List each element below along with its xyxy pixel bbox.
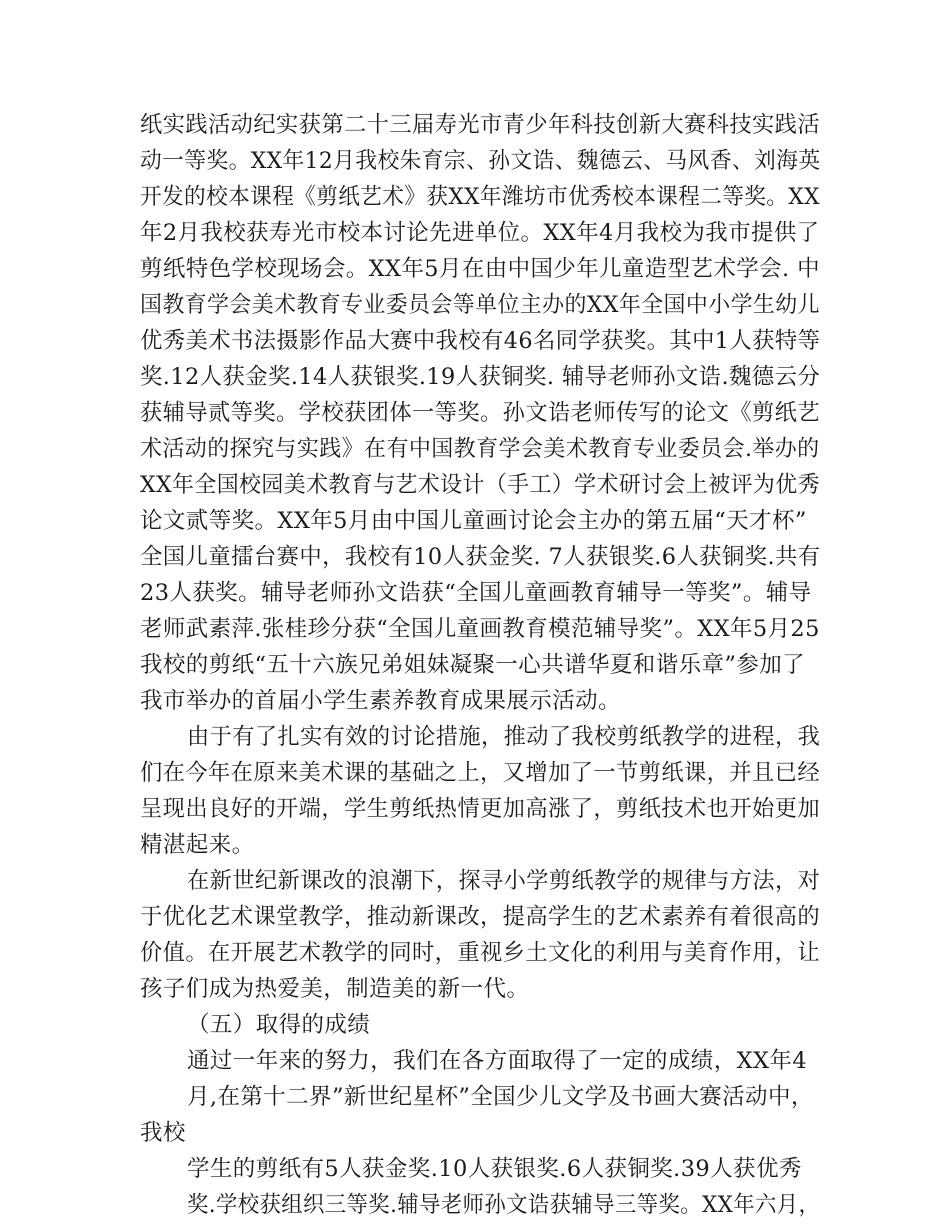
text-line: 全国儿童擂台赛中，我校有10人获金奖. 7人获银奖.6人获铜奖.共有 bbox=[140, 544, 821, 570]
text-line: 动一等奖。XX年12月我校朱育宗、孙文诰、魏德云、马风香、刘海英 bbox=[140, 148, 821, 174]
text-line: 23人获奖。辅导老师孙文诰获“全国儿童画教育辅导一等奖”。辅导 bbox=[140, 580, 812, 606]
text-line: 我校 bbox=[140, 1120, 186, 1146]
text-line: 在新世纪新课改的浪潮下，探寻小学剪纸教学的规律与方法，对 bbox=[187, 868, 821, 894]
text-line: 通过一年来的努力，我们在各方面取得了一定的成绩，XX年4 bbox=[187, 1048, 808, 1074]
text-line: 奖.12人获金奖.14人获银奖.19人获铜奖. 辅导老师孙文诰.魏德云分 bbox=[140, 364, 821, 390]
text-line: 优秀美术书法摄影作品大赛中我校有46名同学获奖。其中1人获特等 bbox=[140, 328, 821, 354]
text-line: 呈现出良好的开端，学生剪纸热情更加高涨了，剪纸技术也开始更加 bbox=[140, 796, 821, 822]
text-line: 国教育学会美术教育专业委员会等单位主办的XX年全国中小学生幼儿 bbox=[140, 292, 820, 318]
text-line: 奖.学校获组织三等奖.辅导老师孙文诰获辅导三等奖。XX年六月， bbox=[187, 1192, 821, 1218]
text-line: 获辅导贰等奖。学校获团体一等奖。孙文诰老师传写的论文《剪纸艺 bbox=[140, 400, 821, 426]
text-line: 孩子们成为热爱美，制造美的新一代。 bbox=[140, 976, 530, 1002]
text-line: 论文贰等奖。XX年5月由中国儿童画讨论会主办的第五届“天才杯” bbox=[140, 508, 807, 534]
text-line: 我校的剪纸“五十六族兄弟姐妹凝聚一心共谱华夏和谐乐章”参加了 bbox=[140, 652, 806, 678]
text-line: 术活动的探究与实践》在有中国教育学会美术教育专业委员会.举办的 bbox=[140, 436, 820, 462]
text-line: 纸实践活动纪实获第二十三届寿光市青少年科技创新大赛科技实践活 bbox=[140, 112, 821, 138]
text-line: 于优化艺术课堂教学，推动新课改，提高学生的艺术素养有着很高的 bbox=[140, 904, 821, 930]
section-heading: （五）取得的成绩 bbox=[187, 1012, 371, 1038]
text-line: 月,在第十二界”新世纪星杯”全国少儿文学及书画大赛活动中， bbox=[187, 1084, 814, 1110]
text-line: 由于有了扎实有效的讨论措施，推动了我校剪纸教学的进程，我 bbox=[187, 724, 821, 750]
text-line: 剪纸特色学校现场会。XX年5月在由中国少年儿童造型艺术学会. 中 bbox=[140, 256, 820, 282]
text-line: 学生的剪纸有5人获金奖.10人获银奖.6人获铜奖.39人获优秀 bbox=[187, 1156, 802, 1182]
text-line: 开发的校本课程《剪纸艺术》获XX年潍坊市优秀校本课程二等奖。XX bbox=[140, 184, 820, 210]
text-line: 价值。在开展艺术教学的同时，重视乡土文化的利用与美育作用，让 bbox=[140, 940, 821, 966]
text-line: 年2月我校获寿光市校本讨论先进单位。XX年4月我校为我市提供了 bbox=[140, 220, 820, 246]
text-line: 们在今年在原来美术课的基础之上，又增加了一节剪纸课，并且已经 bbox=[140, 760, 821, 786]
text-line: 老师武素萍.张桂珍分获“全国儿童画教育模范辅导奖”。XX年5月25 bbox=[140, 616, 820, 642]
text-line: 我市举办的首届小学生素养教育成果展示活动。 bbox=[140, 688, 621, 714]
text-line: XX年全国校园美术教育与艺术设计（手工）学术研讨会上被评为优秀 bbox=[140, 472, 820, 498]
text-line: 精湛起来。 bbox=[140, 832, 255, 858]
